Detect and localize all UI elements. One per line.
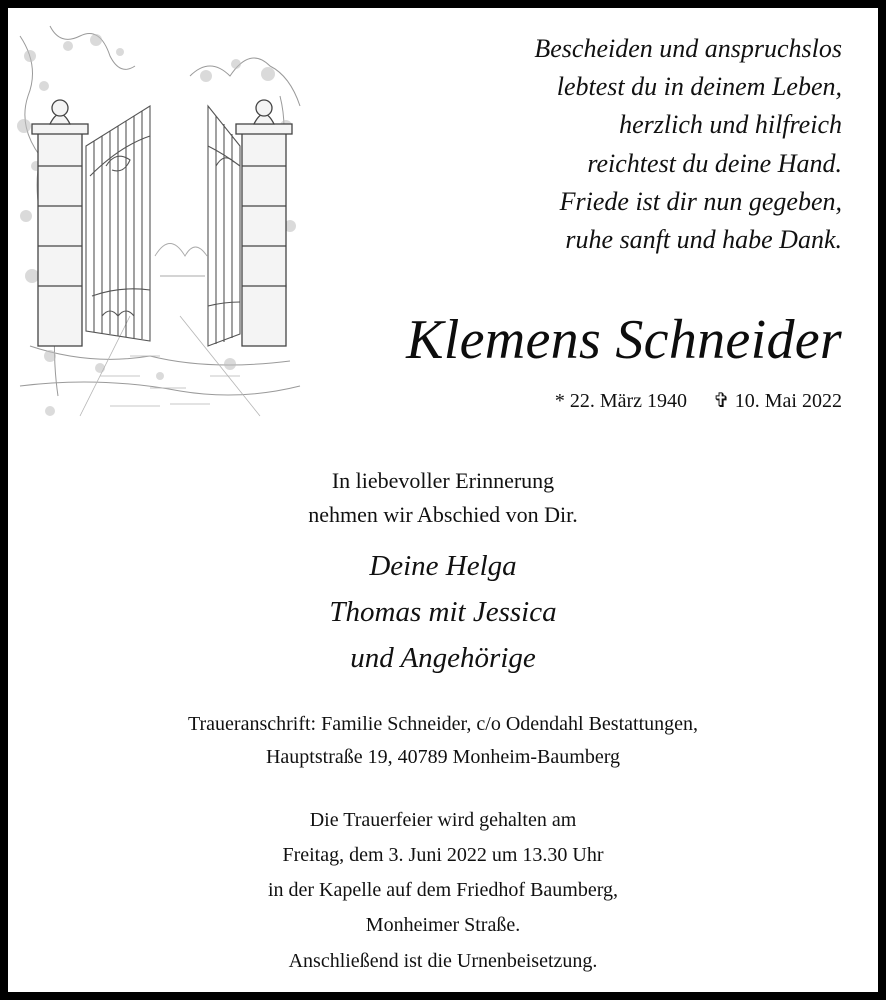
memory-line: nehmen wir Abschied von Dir.: [308, 502, 578, 527]
family-signature: [8, 543, 878, 681]
memory-line: In liebevoller Erinnerung: [331, 468, 555, 493]
deceased-name: Klemens Schneider: [406, 309, 842, 371]
closing-note: [8, 946, 878, 976]
poem: [534, 30, 842, 259]
birth-date: * 22. März 1940: [554, 390, 688, 412]
memory-text: [8, 464, 878, 532]
poem-line: ruhe sanft und habe Dank.: [565, 225, 842, 255]
closing-line: Anschließend ist die Urnenbeisetzung.: [288, 950, 598, 972]
family-line: und Angehörige: [350, 642, 536, 674]
poem-line: lebtest du in deinem Leben,: [556, 72, 842, 102]
service-line: Monheimer Straße.: [365, 914, 521, 936]
address-line: Hauptstraße 19, 40789 Monheim-Baumberg: [265, 746, 620, 768]
family-line: Deine Helga: [369, 550, 517, 582]
service-line: Freitag, dem 3. Juni 2022 um 13.30 Uhr: [282, 844, 604, 866]
poem-line: Friede ist dir nun gegeben,: [559, 186, 842, 216]
life-dates: [555, 388, 842, 413]
service-line: in der Kapelle auf dem Friedhof Baumberg,: [267, 879, 619, 901]
family-line: Thomas mit Jessica: [329, 596, 557, 628]
service-line: Die Trauerfeier wird gehalten am: [309, 809, 577, 831]
poem-line: reichtest du deine Hand.: [587, 148, 842, 178]
mourning-address: [8, 708, 878, 774]
death-date: ✞ 10. Mai 2022: [713, 390, 842, 412]
garden-gate-illustration-icon: [10, 16, 310, 428]
poem-line: Bescheiden und anspruchslos: [534, 34, 842, 63]
poem-line: herzlich und hilfreich: [619, 110, 842, 140]
funeral-service-info: [8, 803, 878, 943]
address-line: Traueranschrift: Familie Schneider, c/o Odendahl Bestattungen,: [188, 713, 698, 735]
